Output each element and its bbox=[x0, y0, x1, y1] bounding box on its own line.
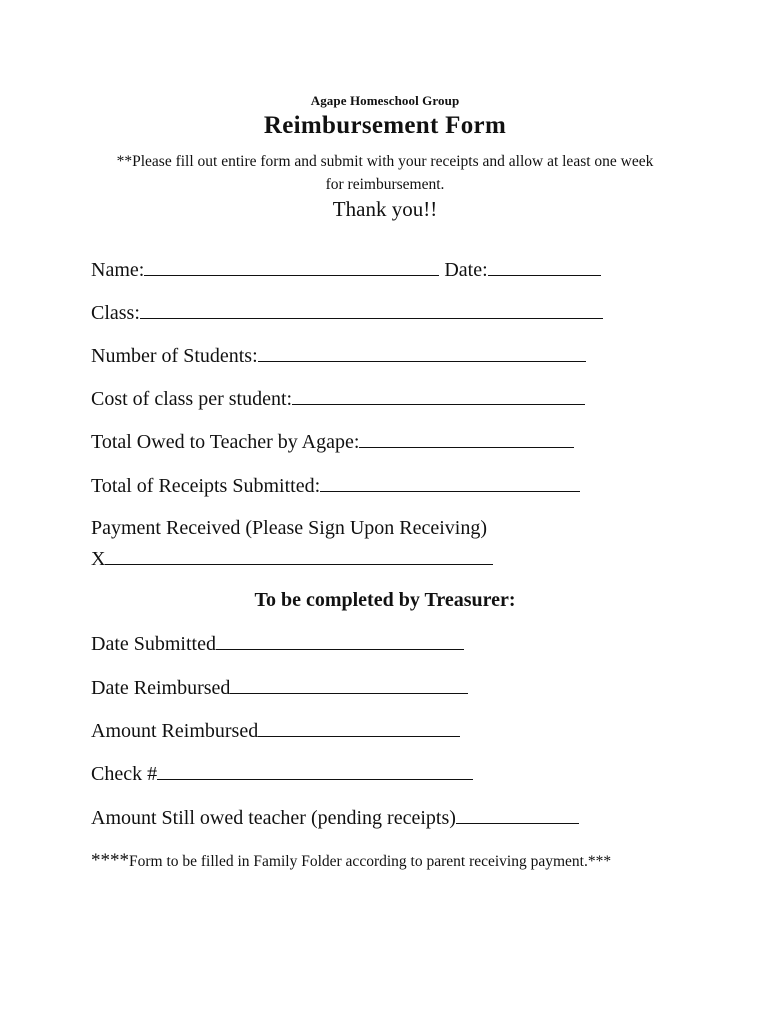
form-title: Reimbursement Form bbox=[263, 112, 507, 139]
cost-label: Cost of class per student: bbox=[91, 388, 293, 410]
instructions-line-2: for reimbursement. bbox=[325, 176, 445, 193]
payment-label: Payment Received (Please Sign Upon Receiving) bbox=[91, 517, 488, 539]
organization-name: Agape Homeschool Group bbox=[310, 93, 460, 108]
payment-row bbox=[91, 515, 487, 541]
class-row bbox=[91, 300, 603, 326]
still-owed-label: Amount Still owed teacher (pending receipts) bbox=[91, 807, 456, 829]
date-submitted-label: Date Submitted bbox=[91, 633, 216, 655]
footnote-text: Form to be filled in Family Folder according to parent receiving payment.*** bbox=[129, 853, 612, 870]
amount-reimbursed-row bbox=[91, 718, 460, 744]
date-blank[interactable] bbox=[488, 257, 601, 276]
check-number-row bbox=[91, 761, 473, 787]
date-reimbursed-blank[interactable] bbox=[230, 675, 468, 694]
date-label: Date: bbox=[444, 259, 488, 281]
total-owed-label: Total Owed to Teacher by Agape: bbox=[91, 431, 360, 453]
receipts-row bbox=[91, 473, 580, 499]
date-reimbursed-label: Date Reimbursed bbox=[91, 677, 231, 699]
date-submitted-blank[interactable] bbox=[216, 631, 464, 650]
total-owed-blank[interactable] bbox=[359, 429, 574, 448]
still-owed-row bbox=[91, 805, 579, 831]
class-label: Class: bbox=[91, 302, 140, 324]
receipts-blank[interactable] bbox=[320, 473, 580, 492]
amount-reimbursed-label: Amount Reimbursed bbox=[91, 720, 259, 742]
signature-prefix: X bbox=[91, 548, 106, 570]
footnote-stars: **** bbox=[91, 850, 129, 871]
check-number-label: Check # bbox=[91, 763, 158, 785]
name-label: Name: bbox=[91, 259, 145, 281]
date-submitted-row bbox=[91, 631, 464, 657]
treasurer-heading: To be completed by Treasurer: bbox=[254, 589, 516, 611]
instructions bbox=[0, 150, 770, 196]
footnote bbox=[91, 850, 611, 872]
name-blank[interactable] bbox=[144, 257, 439, 276]
amount-reimbursed-blank[interactable] bbox=[258, 718, 460, 737]
thank-you-text: Thank you!! bbox=[332, 197, 438, 221]
students-row bbox=[91, 343, 586, 369]
students-label: Number of Students: bbox=[91, 345, 258, 367]
signature-row bbox=[91, 546, 493, 572]
still-owed-blank[interactable] bbox=[456, 805, 579, 824]
signature-blank[interactable] bbox=[105, 546, 493, 565]
name-date-row bbox=[91, 257, 601, 283]
instructions-line-1: **Please fill out entire form and submit with your receipts and allow at least one week bbox=[116, 153, 654, 170]
cost-row bbox=[91, 386, 585, 412]
receipts-label: Total of Receipts Submitted: bbox=[91, 475, 321, 497]
class-blank[interactable] bbox=[140, 300, 603, 319]
total-owed-row bbox=[91, 429, 574, 455]
check-number-blank[interactable] bbox=[157, 761, 473, 780]
cost-blank[interactable] bbox=[292, 386, 585, 405]
students-blank[interactable] bbox=[258, 343, 586, 362]
date-reimbursed-row bbox=[91, 675, 468, 701]
